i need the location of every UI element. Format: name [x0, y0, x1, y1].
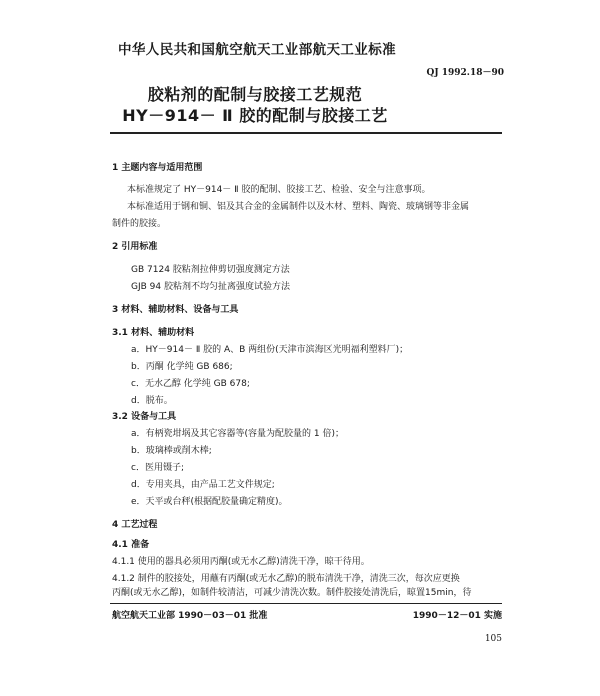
section-1-para-2b: 制件的胶接。: [112, 219, 167, 229]
title-line-2: HY－914－ Ⅱ 胶的配制与胶接工艺: [122, 106, 388, 125]
tool-item-b: b．玻璃棒或削木棒;: [131, 446, 212, 456]
section-4-heading: 4 工艺过程: [112, 520, 158, 530]
clause-4-1-2b: 丙酮(或无水乙醇)，如制件较清洁，可减少清洗次数。制件胶接处清洗后，晾置15min，待: [112, 588, 472, 598]
section-3-2-heading: 3.2 设备与工具: [112, 412, 177, 422]
reference-gjb94: GJB 94 胶粘剂不均匀扯离强度试验方法: [131, 282, 290, 292]
material-item-a: a．HY－914－ Ⅱ 胶的 A、B 两组份(天津市滨海区光明福利塑料厂)；: [131, 345, 409, 355]
tool-item-d: d．专用夹具，由产品工艺文件规定;: [131, 480, 275, 490]
material-item-d: d．脱布。: [131, 396, 173, 406]
header-rule: [110, 132, 502, 134]
tool-item-c: c．医用镊子;: [131, 463, 184, 473]
clause-4-1-2a: 4.1.2 制件的胶接处，用蘸有丙酮(或无水乙醇)的脱布清洗干净，清洗三次，每次应更换: [112, 574, 460, 584]
standard-code: QJ 1992.18－90: [426, 68, 504, 78]
section-1-para-2a: 本标准适用于钢和铜、铝及其合金的金属制件以及木材、塑料、陶瓷、玻璃钢等非金属: [127, 202, 470, 212]
clause-4-1-1: 4.1.1 使用的器具必须用丙酮(或无水乙醇)清洗干净，晾干待用。: [112, 557, 370, 567]
section-1-heading: 1 主题内容与适用范围: [112, 163, 203, 173]
tool-item-a: a．有柄瓷坩埚及其它容器等(容量为配胶量的 1 倍)；: [131, 429, 344, 439]
implementation-date: 1990－12－01 实施: [412, 611, 502, 621]
material-item-c: c．无水乙醇 化学纯 GB 678;: [131, 379, 250, 389]
material-item-b: b．丙酮 化学纯 GB 686;: [131, 362, 233, 372]
section-4-1-heading: 4.1 准备: [112, 540, 150, 550]
tool-item-e: e．天平或台秤(根据配胶量确定精度)。: [131, 497, 288, 507]
approval-date: 航空航天工业部 1990－03－01 批准: [112, 611, 268, 621]
footer-rule: [110, 603, 502, 604]
issuing-organization: 中华人民共和国航空航天工业部航天工业标准: [118, 42, 396, 58]
section-3-1-heading: 3.1 材料、辅助材料: [112, 328, 195, 338]
section-1-para-1: 本标准规定了 HY－914－ Ⅱ 胶的配制、胶接工艺、检验、安全与注意事项。: [127, 185, 431, 195]
reference-gb7124: GB 7124 胶粘剂拉伸剪切强度测定方法: [131, 265, 290, 275]
page-number: 105: [484, 634, 502, 644]
title-line-1: 胶粘剂的配制与胶接工艺规范: [147, 85, 363, 104]
section-2-heading: 2 引用标准: [112, 242, 158, 252]
section-3-heading: 3 材料、辅助材料、设备与工具: [112, 305, 239, 315]
